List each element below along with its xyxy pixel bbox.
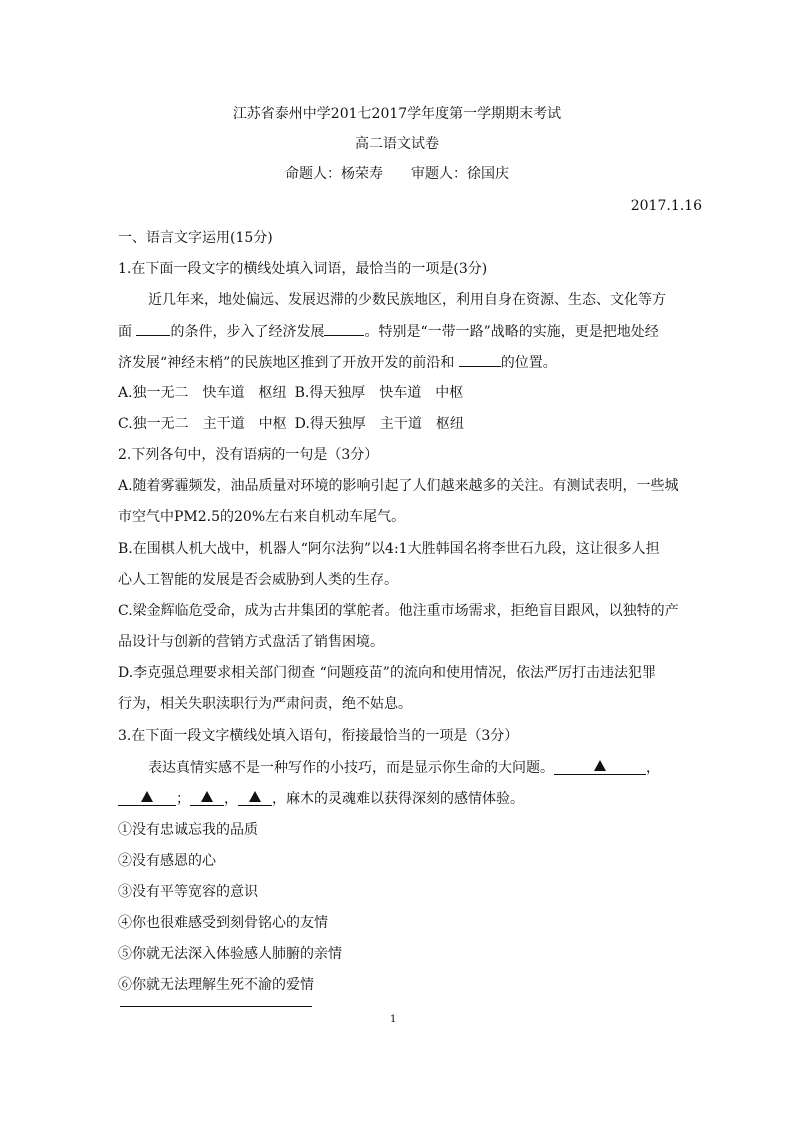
answer-blank[interactable] — [324, 321, 364, 336]
question-3-passage-line: ； ， ，麻木的灵魂难以获得深刻的感情体验。 — [118, 789, 524, 809]
option-b: B.得天独厚 快车道 中枢 — [294, 385, 464, 401]
answer-blank[interactable] — [118, 789, 176, 806]
answer-blank[interactable] — [459, 352, 501, 367]
option-d-line: 行为，相关失职渎职行为严肃问责，绝不姑息。 — [118, 696, 412, 712]
triangle-icon — [201, 791, 213, 802]
reviewer-label: 审题人： — [411, 166, 467, 182]
question-2-stem: 2.下列各句中，没有语病的一句是（3分） — [118, 447, 379, 463]
exam-school-title: 江苏省泰州中学201七2017学年度第一学期期末考试 — [232, 106, 562, 122]
option-c-line: C.梁金辉临危受命，成为古井集团的掌舵者。他注重市场需求，拒绝盲目跟风，以独特的产 — [118, 603, 679, 619]
section-title: 一、语言文字运用(15分) — [118, 230, 273, 246]
list-item: ⑥你就无法理解生死不渝的爱情 — [118, 977, 314, 993]
list-item: ②没有感恩的心 — [118, 853, 216, 869]
option-a: A.独一无二 快车道 枢纽 — [118, 385, 287, 401]
option-c-line: 品设计与创新的营销方式盘活了销售困境。 — [118, 634, 384, 650]
answer-blank[interactable] — [190, 789, 224, 806]
question-1-options-row — [118, 383, 463, 403]
author-name: 杨荣寿 — [341, 166, 383, 182]
question-3-passage-line: 表达真情实感不是一种写作的小技巧，而是显示你生命的大问题。 ， — [148, 760, 660, 776]
question-1-stem: 1.在下面一段文字的横线处填入词语，最恰当的一项是(3分) — [118, 261, 488, 277]
author-line — [0, 164, 794, 184]
option-b-line: 心人工智能的发展是否会威胁到人类的生存。 — [118, 572, 398, 588]
reviewer-name: 徐国庆 — [467, 166, 509, 182]
author-label: 命题人： — [285, 166, 341, 182]
footnote-divider — [120, 1006, 312, 1007]
question-1-passage-line: 近几年来，地处偏远、发展迟滞的少数民族地区，利用自身在资源、生态、文化等方 — [148, 292, 666, 308]
question-1-passage-line: 济发展“神经末梢”的民族地区推到了开放开发的前沿和 的位置。 — [118, 352, 557, 373]
option-d-line: D.李克强总理要求相关部门彻查 “问题疫苗”的流向和使用情况，依法严厉打击违法犯罪 — [118, 665, 656, 681]
exam-date: 2017.1.16 — [630, 198, 702, 214]
question-1-options-row — [118, 414, 464, 434]
exam-subject-title: 高二语文试卷 — [355, 136, 439, 152]
question-3-stem: 3.在下面一段文字横线处填入语句，衔接最恰当的一项是（3分） — [118, 728, 519, 744]
list-item: ⑤你就无法深入体验感人肺腑的亲情 — [118, 946, 342, 962]
list-item: ①没有忠诚忘我的品质 — [118, 822, 258, 838]
list-item: ④你也很难感受到刻骨铭心的友情 — [118, 915, 328, 931]
answer-blank[interactable] — [554, 758, 646, 775]
option-d: D.得天独厚 主干道 枢纽 — [294, 416, 464, 432]
answer-blank[interactable] — [136, 321, 170, 336]
question-1-passage-line: 面 的条件，步入了经济发展 。特别是“一带一路”战略的实施，更是把地处经 — [118, 321, 659, 342]
option-b-line: B.在围棋人机大战中，机器人“阿尔法狗”以4:1大胜韩国名将李世石九段，这让很多人担 — [118, 541, 660, 557]
answer-blank[interactable] — [238, 789, 272, 806]
option-a-line: A.随着雾霾频发，油品质量对环境的影响引起了人们越来越多的关注。有测试表明，一些城 — [118, 478, 679, 494]
option-c: C.独一无二 主干道 中枢 — [118, 416, 287, 432]
list-item: ③没有平等宽容的意识 — [118, 884, 258, 900]
page-number: 1 — [390, 1014, 397, 1025]
triangle-icon — [594, 760, 606, 771]
triangle-icon — [141, 791, 153, 802]
triangle-icon — [249, 791, 261, 802]
option-a-line: 市空气中PM2.5的20%左右来自机动车尾气。 — [118, 509, 406, 525]
